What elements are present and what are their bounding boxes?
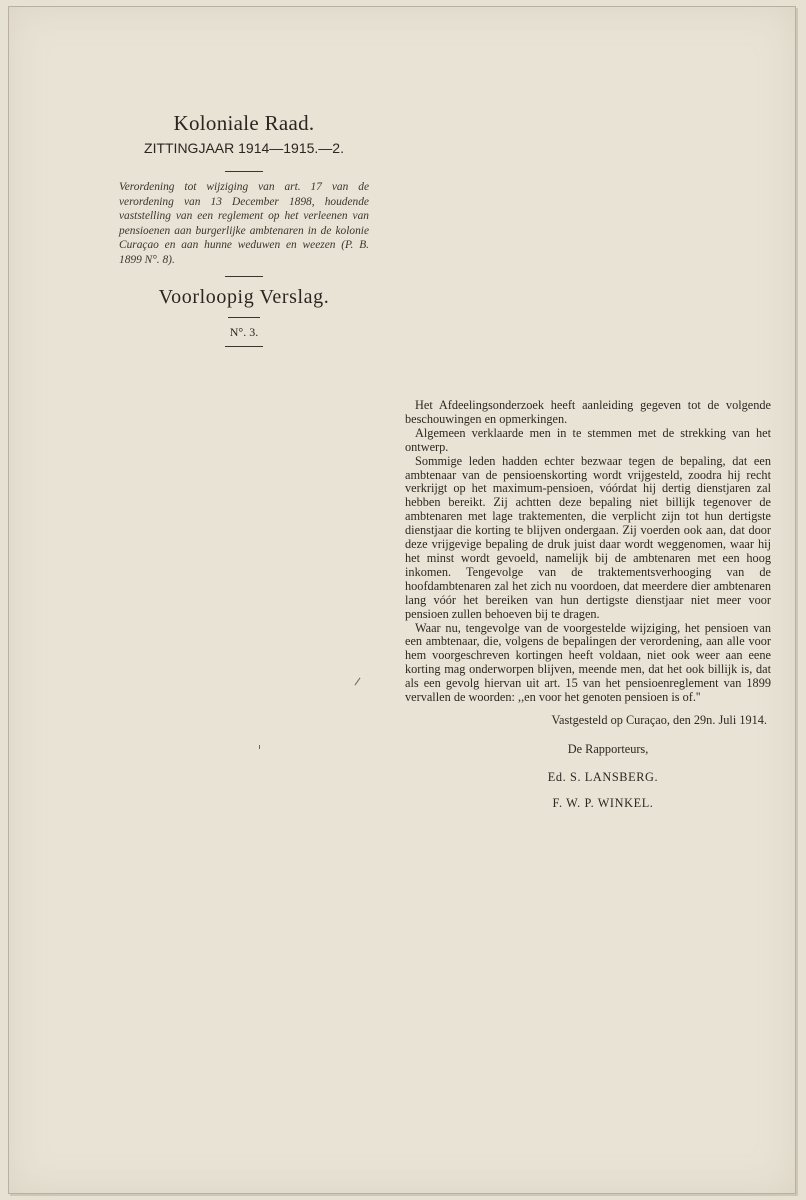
divider [225,346,263,347]
council-title: Koloniale Raad. [173,111,315,135]
body-paragraph: Sommige leden hadden echter bezwaar tegen de bepaling, dat een ambtenaar van de pensioenskorting wordt vrijgesteld, zoodra hij recht verkrijgt op het maximum-pensioen, vóórdat hij dertig dienstjaren zal hebben bereikt. Zij achtten deze bepaling niet billijk tegenover de ambtenaren met lage traktementen, die verplicht zijn tot hun dertigste dienstjaar die korting te blijven ondergaan. Zij voerden ook aan, dat door deze vrijgevige bepaling de druk juist daar wordt weggenomen, waar hij het minst wordt gevoeld, namelijk bij de ambtenaren met een hoog inkomen. Tengevolge van de traktementsverhooging van de hoofdambtenaren zal het zich nu voordoen, dat meerdere dier ambtenaren lang vóór het bereiken van hun dertigste dienstjaar niet meer voor pensioen zullen behoeven bij te dragen. [405,453,771,621]
document-page [8,6,796,1194]
closing-date-line: Vastgesteld op Curaçao, den 29n. Juli 1914. [551,712,767,727]
signatories-title: De Rapporteurs, [567,741,649,756]
session-year: ZITTINGJAAR 1914—1915.—2. [144,140,344,156]
body-paragraph: Algemeen verklaarde men in te stemmen met de strekking van het ontwerp. [405,425,771,454]
report-body [405,399,771,811]
divider [225,171,263,172]
ordinance-subject: Verordening tot wijziging van art. 17 van de verordening van 13 December 1898, houdende vaststelling van een reglement op het verleenen van pensioenen aan burgerlijke ambtenaren in de kolonie Curaçao en aan hunne weduwen en weezen (P. B. 1899 N°. 8). [119,181,369,266]
body-paragraph: Het Afdeelingsonderzoek heeft aanleiding gegeven tot de volgende beschouwingen en opmerkingen. [405,398,771,426]
report-number: N°. 3. [229,324,259,339]
divider [225,276,263,277]
paper-mark [259,745,260,749]
signatory-name: Ed. S. LANSBERG. [547,769,659,784]
divider [228,317,260,318]
report-title: Voorloopig Verslag. [158,285,330,308]
signatory-name: F. W. P. WINKEL. [552,795,654,810]
body-paragraph: Waar nu, tengevolge van de voorgestelde wijziging, het pensioen van een ambtenaar, die, volgens de bepalingen der verordening, aan alle voor hem voorgeschreven kortingen heeft voldaan, niet ook weer aan eene korting mag onderworpen blijven, meende men, dat het ook billijk is, dat als een gevolg hiervan uit art. 15 van het pensioenreglement van 1899 vervallen de woorden: ,,en voor het genoten pensioen is of.'' [405,620,771,705]
paper-mark [355,678,361,686]
document-header [119,111,369,347]
